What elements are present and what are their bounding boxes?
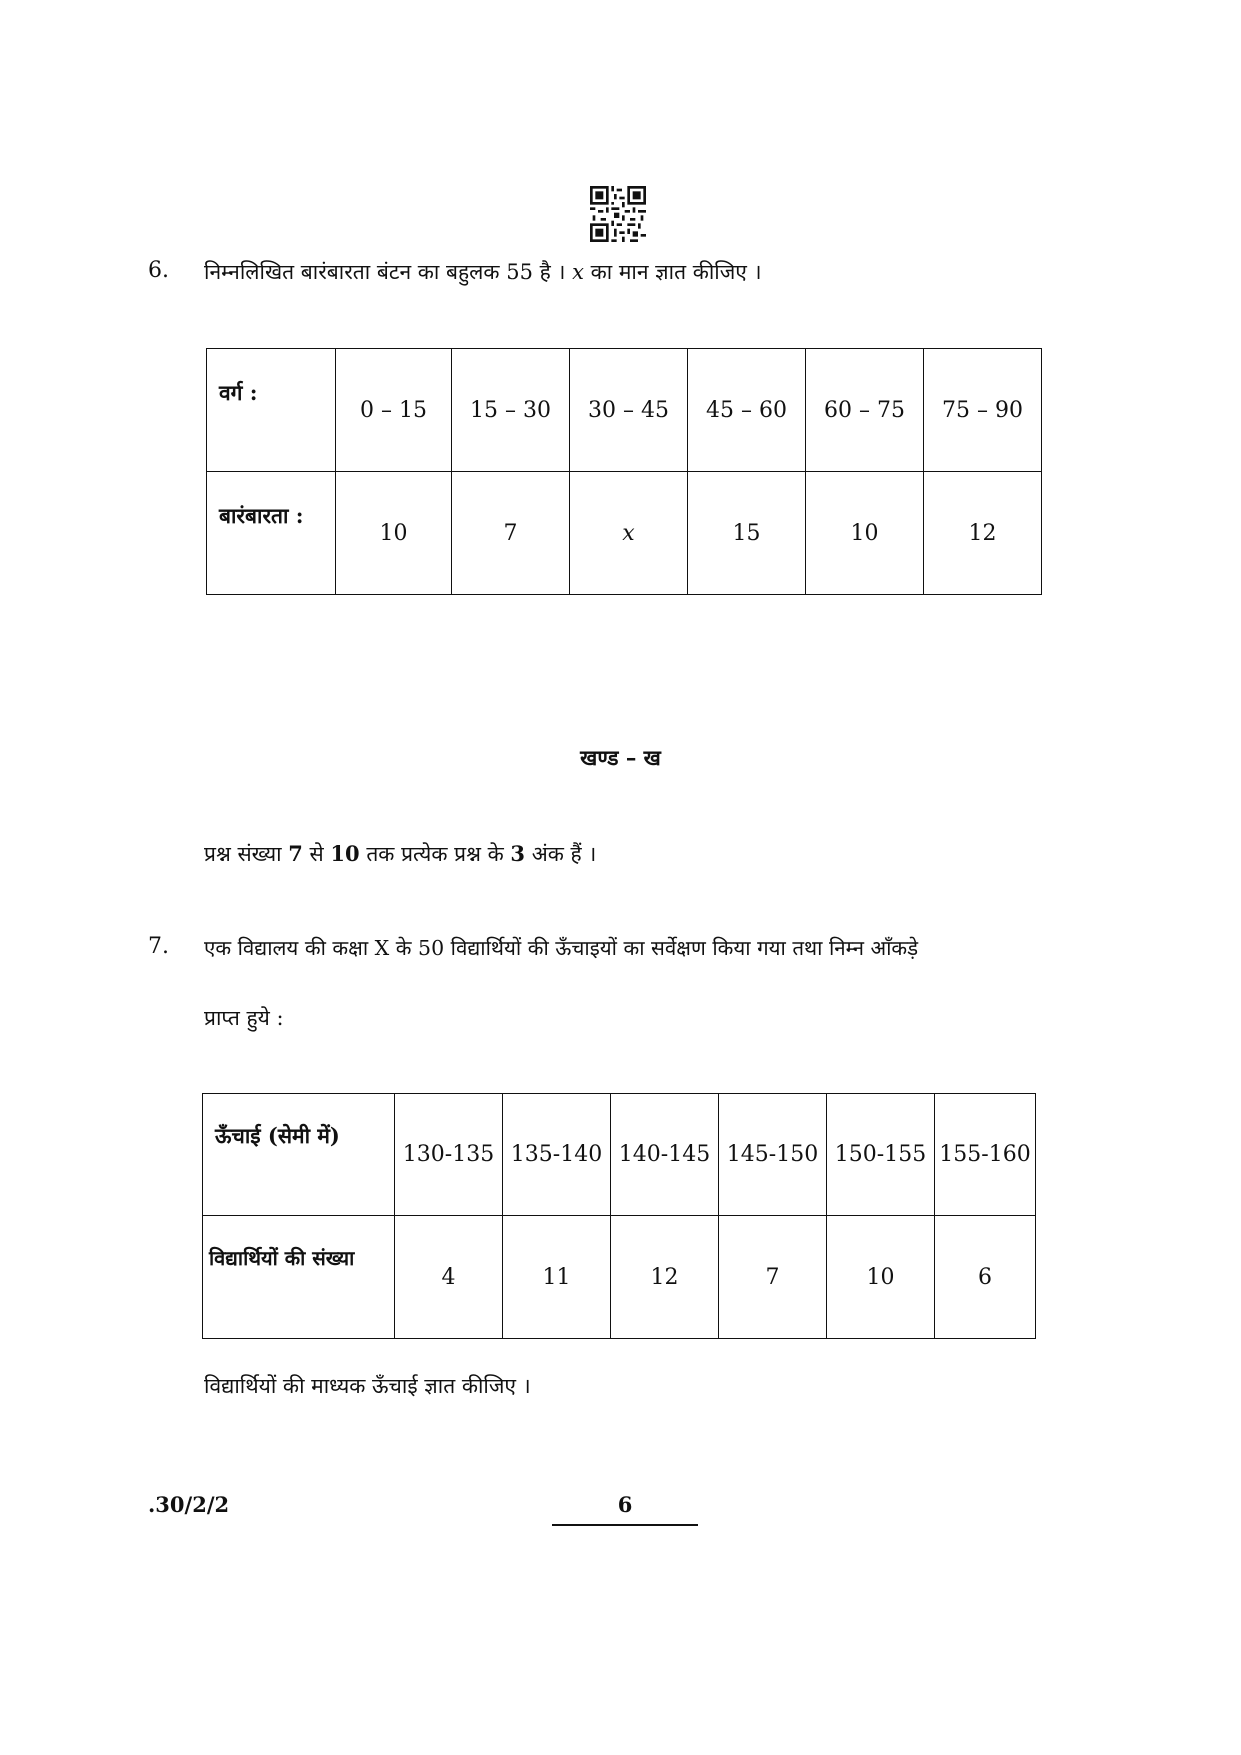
page-number-underline: [552, 1524, 698, 1526]
table-cell: 145-150: [719, 1094, 827, 1216]
height-label: ऊँचाई (सेमी में): [203, 1094, 395, 1216]
section-title: खण्ड – ख: [580, 745, 661, 770]
question-6-number: 6.: [148, 258, 169, 283]
table-cell: 10: [827, 1216, 935, 1339]
table-cell: 12: [924, 472, 1042, 595]
question-6-frequency-table: [206, 348, 1042, 595]
instruction-text: अंक हैं ।: [525, 842, 597, 866]
table-cell: 75 – 90: [924, 349, 1042, 472]
instruction-marks: 3: [510, 841, 526, 866]
question-7-text-line2: प्राप्त हुये :: [204, 1006, 284, 1030]
section-instructions: [204, 840, 596, 868]
table-row: [207, 472, 1042, 595]
table-cell: 12: [611, 1216, 719, 1339]
question-7-text-line1: एक विद्यालय की कक्षा X के 50 विद्यार्थियों की ऊँचाइयों का सर्वेक्षण किया गया तथा निम्न आँकड़े: [204, 936, 919, 960]
instruction-text: से: [302, 842, 331, 866]
table-cell: 150-155: [827, 1094, 935, 1216]
table-cell: 10: [336, 472, 452, 595]
class-interval-label: वर्ग :: [207, 349, 336, 472]
paper-code: .30/2/2: [148, 1492, 230, 1517]
table-cell: 7: [719, 1216, 827, 1339]
question-6-text-end: का मान ज्ञात कीजिए ।: [583, 260, 762, 284]
table-cell: 7: [452, 472, 570, 595]
table-cell: 140-145: [611, 1094, 719, 1216]
question-7-height-table: [202, 1093, 1036, 1339]
question-6-text-start: निम्नलिखित बारंबारता बंटन का बहुलक 55 है ।: [204, 260, 573, 284]
table-cell: 45 – 60: [688, 349, 806, 472]
table-cell: 135-140: [503, 1094, 611, 1216]
table-cell: 15 – 30: [452, 349, 570, 472]
table-cell: 60 – 75: [806, 349, 924, 472]
question-6-variable: x: [572, 260, 584, 284]
table-cell: 11: [503, 1216, 611, 1339]
page-number: 6: [617, 1492, 633, 1517]
table-cell: 0 – 15: [336, 349, 452, 472]
table-cell: 30 – 45: [570, 349, 688, 472]
instruction-text: तक प्रत्येक प्रश्न के: [359, 842, 511, 866]
table-row: [203, 1094, 1036, 1216]
instruction-from-number: 7: [288, 841, 303, 866]
question-7-number: 7.: [148, 934, 169, 959]
frequency-label: बारंबारता :: [207, 472, 336, 595]
table-cell: 10: [806, 472, 924, 595]
instruction-to-number: 10: [330, 841, 360, 866]
unknown-frequency-cell: x: [570, 472, 688, 595]
instruction-text: प्रश्न संख्या: [204, 842, 289, 866]
qr-code-icon: [590, 186, 646, 242]
table-cell: 15: [688, 472, 806, 595]
table-cell: 4: [395, 1216, 503, 1339]
table-cell: 155-160: [935, 1094, 1036, 1216]
table-cell: 6: [935, 1216, 1036, 1339]
table-row: [203, 1216, 1036, 1339]
question-6-text: [204, 258, 762, 286]
table-cell: 130-135: [395, 1094, 503, 1216]
table-row: [207, 349, 1042, 472]
student-count-label: विद्यार्थियों की संख्या: [203, 1216, 395, 1339]
question-7-ask: विद्यार्थियों की माध्यक ऊँचाई ज्ञात कीजिए ।: [204, 1374, 531, 1398]
